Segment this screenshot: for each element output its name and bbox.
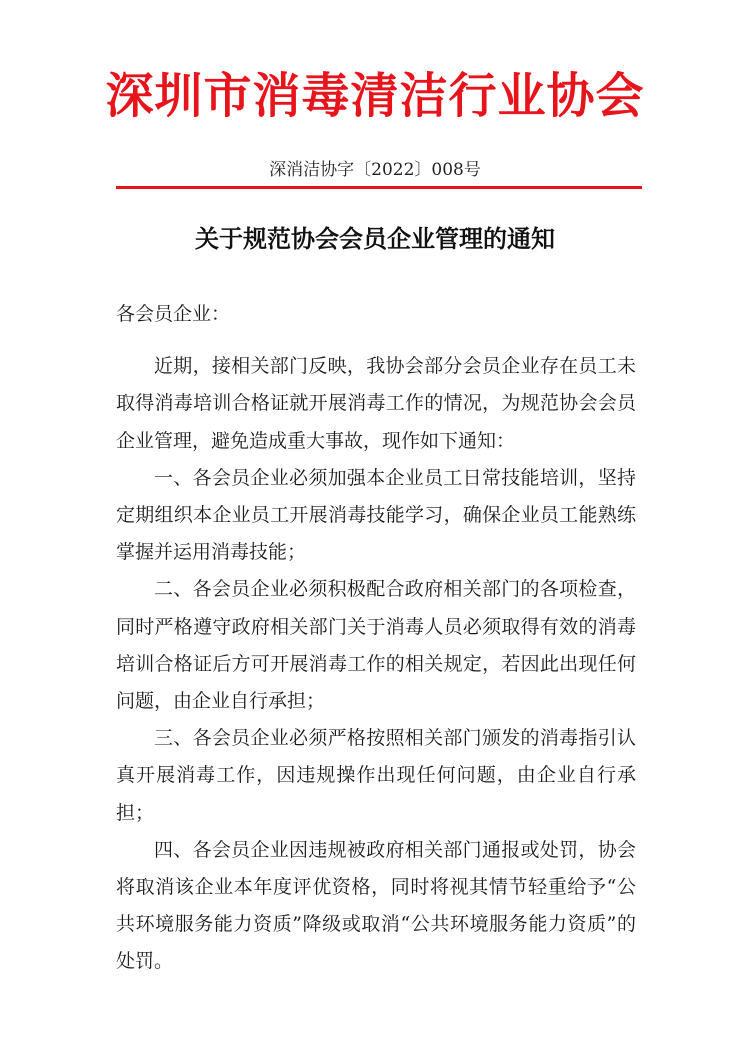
paragraph-intro: 近期，接相关部门反映，我协会部分会员企业存在员工未取得消毒培训合格证就开展消毒工作的情况，为规范协会会员企业管理，避免造成重大事故，现作如下通知： xyxy=(116,355,636,452)
paragraph-item-2: 二、各会员企业必须积极配合政府相关部门的各项检查，同时严格遵守政府相关部门关于消毒人员必须取得有效的消毒培训合格证后方可开展消毒工作的相关规定，若因此出现任何问题，由企业自行承担； xyxy=(116,578,636,713)
organization-letterhead: 深圳市消毒清洁行业协会 xyxy=(105,68,645,124)
paragraph-item-3: 三、各会员企业必须严格按照相关部门颁发的消毒指引认真开展消毒工作，因违规操作出现任何问题，由企业自行承担； xyxy=(116,727,636,824)
letterhead-divider xyxy=(116,186,642,189)
notice-body xyxy=(116,296,636,981)
paragraph-item-1: 一、各会员企业必须加强本企业员工日常技能培训，坚持定期组织本企业员工开展消毒技能学习，确保企业员工能熟练掌握并运用消毒技能； xyxy=(116,466,636,564)
notice-title: 关于规范协会会员企业管理的通知 xyxy=(195,225,555,253)
paragraph-item-4: 四、各会员企业因违规被政府相关部门通报或处罚，协会将取消该企业本年度评优资格，同时将视其情节轻重给予“公共环境服务能力资质”降级或取消“公共环境服务能力资质”的处罚。 xyxy=(116,838,636,973)
document-number: 深消洁协字〔2022〕008号 xyxy=(269,160,481,180)
salutation: 各会员企业： xyxy=(116,303,231,325)
